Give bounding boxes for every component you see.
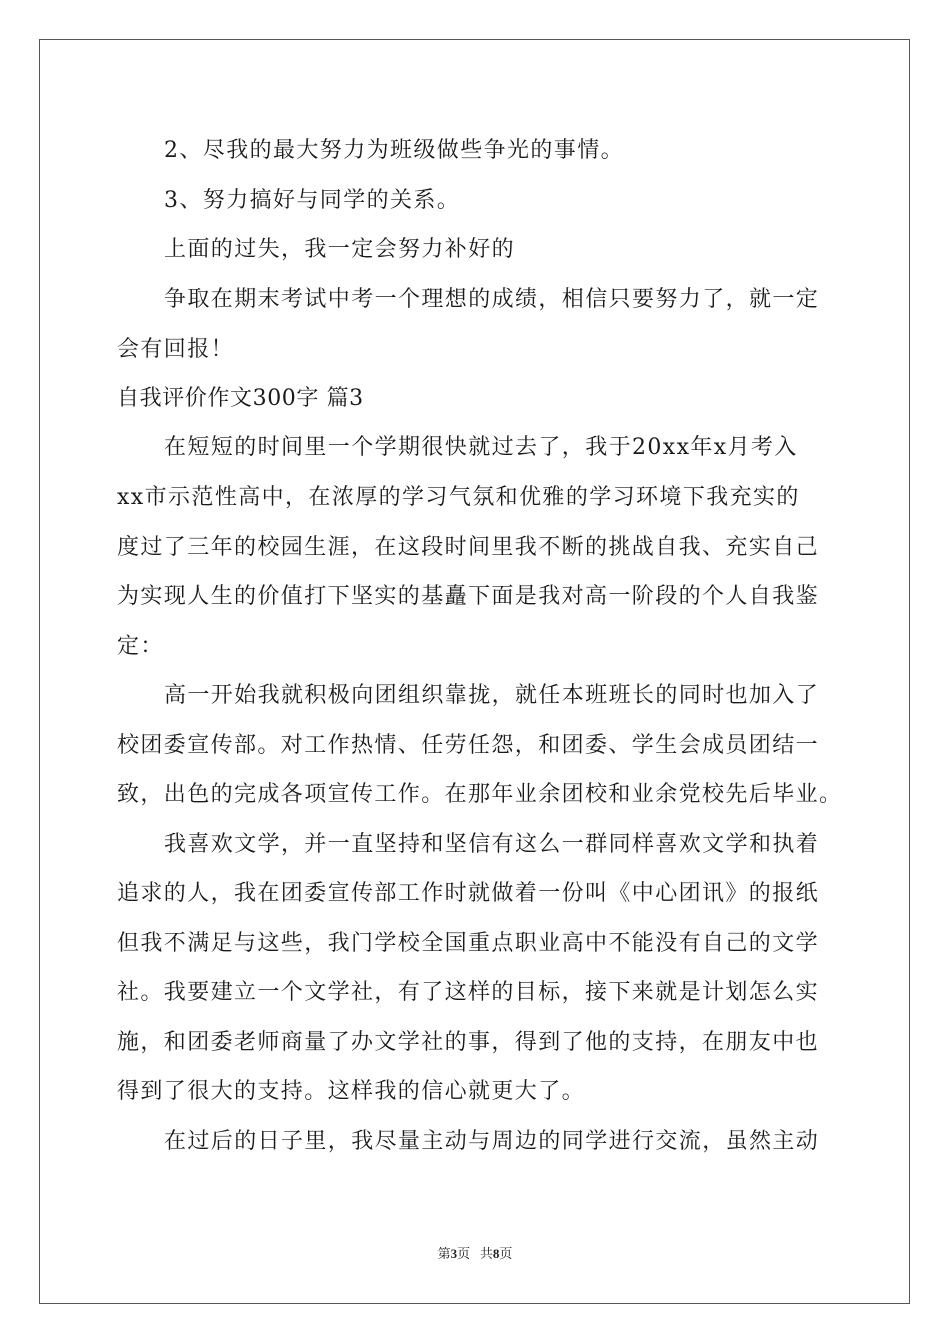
paragraph-line: 在过后的日子里，我尽量主动与周边的同学进行交流，虽然主动 <box>164 1129 820 1154</box>
paragraph-line: 争取在期末考试中考一个理想的成绩，相信只要努力了，就一定 <box>164 287 820 312</box>
list-item-3: 3、努力搞好与同学的关系。 <box>164 188 461 213</box>
paragraph-line: 追求的人，我在团委宣传部工作时就做着一份叫《中心团讯》的报纸 <box>117 881 820 906</box>
paragraph-line: 得到了很大的支持。这样我的信心就更大了。 <box>117 1079 586 1104</box>
total-pages: 8 <box>492 1246 500 1261</box>
page-border <box>39 39 910 1304</box>
paragraph-line: 为实现人生的价值打下坚实的基矗下面是我对高一阶段的个人自我鉴 <box>117 584 820 609</box>
paragraph-line: 校团委宣传部。对工作热情、任劳任怨，和团委、学生会成员团结一 <box>117 733 820 758</box>
paragraph-line: xx市示范性高中，在浓厚的学习气氛和优雅的学习环境下我充实的 <box>117 485 800 510</box>
total-prefix: 共 <box>479 1246 493 1261</box>
paragraph-line: 致，出色的完成各项宣传工作。在那年业余团校和业余党校先后毕业。 <box>117 782 843 807</box>
paragraph-line: 我喜欢文学，并一直坚持和坚信有这么一群同样喜欢文学和执着 <box>164 832 820 857</box>
paragraph-line: 但我不满足与这些，我门学校全国重点职业高中不能没有自己的文学 <box>117 931 820 956</box>
total-suffix: 页 <box>499 1246 513 1261</box>
paragraph-line: 社。我要建立一个文学社，有了这样的目标，接下来就是计划怎么实 <box>117 980 820 1005</box>
page-footer <box>0 1245 950 1263</box>
page-number: 3 <box>450 1246 458 1261</box>
paragraph-line: 在短短的时间里一个学期很快就过去了，我于20xx年x月考入 <box>164 435 798 460</box>
paragraph-line: 定： <box>117 634 164 659</box>
paragraph-line: 上面的过失，我一定会努力补好的 <box>164 237 516 262</box>
paragraph-line: 施，和团委老师商量了办文学社的事，得到了他的支持，在朋友中也 <box>117 1030 820 1055</box>
paragraph-line: 度过了三年的校园生涯，在这段时间里我不断的挑战自我、充实自己 <box>117 535 820 560</box>
page-prefix: 第 <box>437 1246 451 1261</box>
section-title: 自我评价作文300字 篇3 <box>117 386 364 411</box>
paragraph-line: 高一开始我就积极向团组织靠拢，就任本班班长的同时也加入了 <box>164 683 820 708</box>
paragraph-line: 会有回报！ <box>117 337 235 362</box>
page-suffix: 页 <box>457 1246 471 1261</box>
list-item-2: 2、尽我的最大努力为班级做些争光的事情。 <box>164 138 624 163</box>
